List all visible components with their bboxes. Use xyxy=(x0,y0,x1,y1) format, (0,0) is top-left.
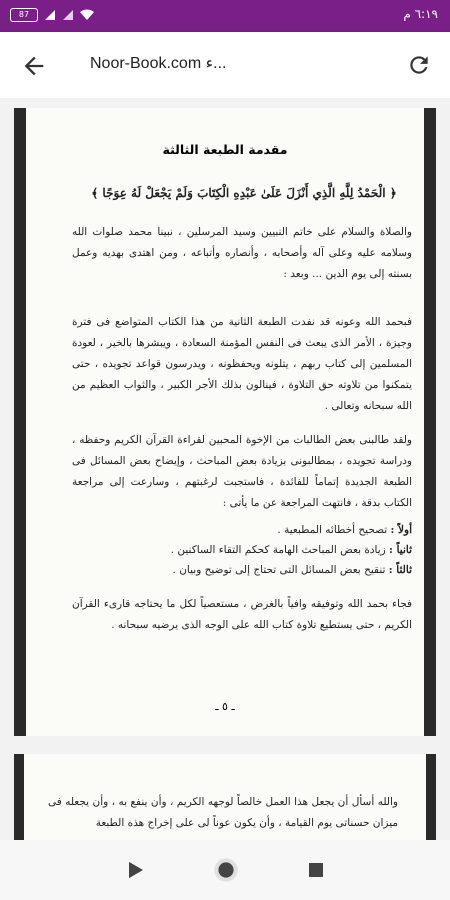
system-navigation-bar xyxy=(0,840,450,900)
status-bar xyxy=(0,0,450,32)
list xyxy=(54,520,430,580)
wifi-icon xyxy=(80,9,94,21)
document-viewer[interactable] xyxy=(0,98,450,840)
circle-home-icon[interactable] xyxy=(212,856,240,884)
paragraph-2: فبحمد الله وعونه قد نفدت الطبعة الثانية من هذا الكتاب المتواضع فى فترة وجيزة ، الأمر الذى يبعث فى النفس المؤمنة السعادة ، ويبشرها بالخير ، لعودة المسلمين إلى كتاب ربهم ، يتلونه ويحفظونه ، ويدرسون قواعد تجويده ، حتى يتمكنوا من تلاوته حق التلاوة ، فينالون بذلك الأجر الكبير ، والثواب العظيم من الله سبحانه وتعالى . xyxy=(72,316,412,412)
paragraph-3: ولقد طالبنى بعض الطالبات من الإخوة المحبين لقراءة القرآن الكريم وحفظه ، ودراسة تجويده ، بمطالبونى بزيادة بعض المباحث ، وإيضاح بعض المسائل فى الطبعة الجديدة إتماماً للفائدة ، فاستجبت لرغبتهم ، وسارعت إلى مراجعة الكتاب بدقة ، فانتهت المراجعة عن ما يأتى : xyxy=(72,434,412,509)
document-page-1 xyxy=(14,108,436,736)
battery-icon: 87 xyxy=(10,8,38,22)
list-item: أولاً : تصحيح أخطائه المطبعية . xyxy=(277,524,412,536)
square-recents-icon[interactable] xyxy=(302,856,330,884)
app-toolbar xyxy=(0,32,450,98)
paragraph-1: والصلاة والسلام على خاتم النبيين وسيد المرسلين ، نبينا محمد صلوات الله وسلامه عليه وعلى آله وأصحابه ، وأنصاره وأتباعه ، ومن اهتدى بهديه وعمل بسنته إلى يوم الدين ... وبعد : xyxy=(72,226,412,280)
signal-icon xyxy=(44,9,56,21)
arrow-left-icon[interactable] xyxy=(20,52,48,80)
paragraph-4: فجاء بحمد الله وتوفيقه وافياً بالغرض ، مستعصياً لكل ما يحتاجه قارىء القرآن الكريم ، حتى يستطيع تلاوة كتاب الله على الوجه الذى يرضيه سبحانه . xyxy=(72,598,412,631)
refresh-icon[interactable] xyxy=(406,52,432,78)
list-item: ثانياً : زيادة بعض المباحث الهامة كحكم التقاء الساكنين . xyxy=(170,544,412,556)
list-item: ثالثاً : تنقيح بعض المسائل التى تحتاج إلى توضيح وبيان . xyxy=(172,564,412,576)
page-2-text: والله أسأل أن يجعل هذا العمل خالصاً لوجهه الكريم ، وأن ينفع به ، وأن يجعله فى ميزان حسناتى يوم القيامة ، وأن يكون عوناً لى على إخراج هذه الطبعة xyxy=(48,796,398,829)
status-icons xyxy=(10,8,94,22)
triangle-back-icon[interactable] xyxy=(122,856,150,884)
page-number: ـ ٥ ـ xyxy=(215,700,235,713)
signal-icon-2 xyxy=(62,9,74,21)
page-heading: مقدمة الطبعة الثالثة xyxy=(162,142,288,157)
page-title: Noor-Book.com ‏ء... xyxy=(90,55,227,72)
status-time: ٦:١٩ م xyxy=(403,7,438,21)
quran-verse: ﴿ الْحَمْدُ لِلَّهِ الَّذِي أَنْزَلَ عَلَىٰ عَبْدِهِ الْكِتَابَ وَلَمْ يَجْعَلْ لَهُ عِوَجًا ﴾ xyxy=(91,186,397,200)
